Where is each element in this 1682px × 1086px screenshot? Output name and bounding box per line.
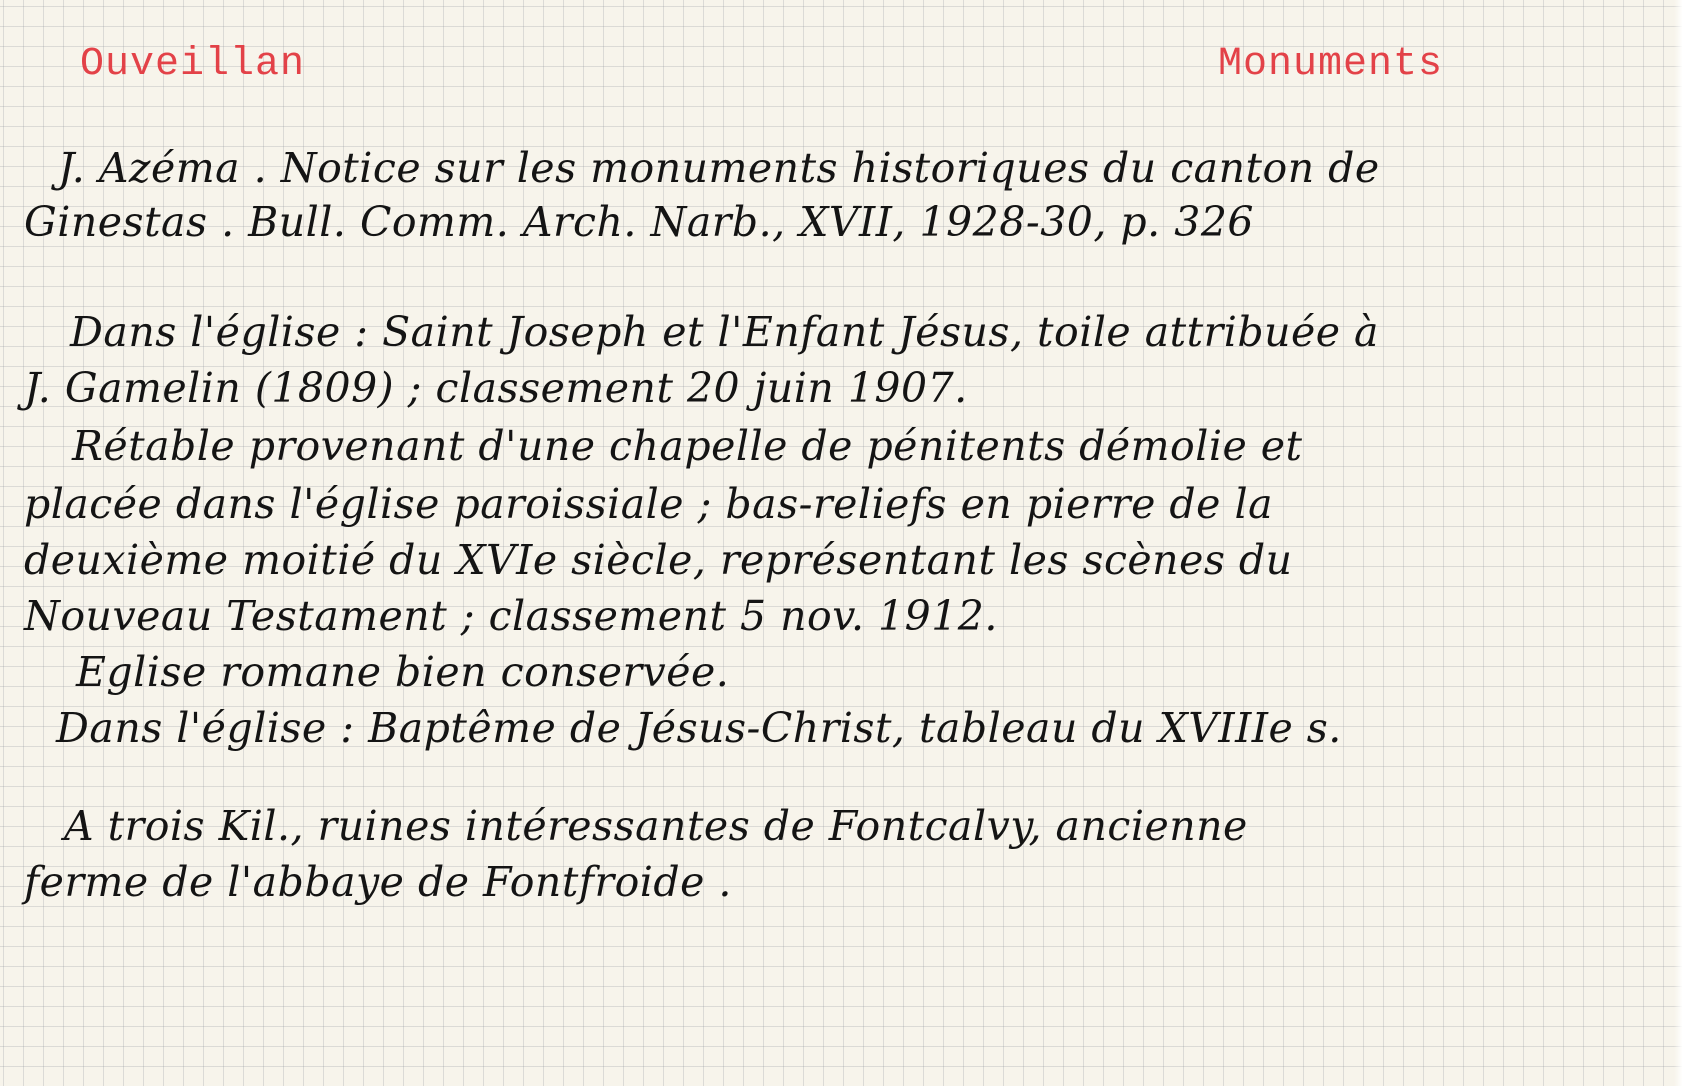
text-line: Rétable provenant d'une chapelle de pénitents démolie et — [72, 422, 1303, 470]
text-line: J. Azéma . Notice sur les monuments historiques du canton de — [58, 144, 1380, 192]
text-line: J. Gamelin (1809) ; classement 20 juin 1907. — [24, 364, 968, 412]
text-line: ferme de l'abbaye de Fontfroide . — [24, 858, 732, 906]
text-line: Ginestas . Bull. Comm. Arch. Narb., XVII, 1928-30, p. 326 — [24, 198, 1254, 246]
text-line: A trois Kil., ruines intéressantes de Fontcalvy, ancienne — [64, 802, 1248, 850]
text-line: Dans l'église : Saint Joseph et l'Enfant Jésus, toile attribuée à — [70, 308, 1379, 356]
text-line: Nouveau Testament ; classement 5 nov. 1912. — [24, 592, 998, 640]
text-line: Dans l'église : Baptême de Jésus-Christ, tableau du XVIIIe s. — [56, 704, 1342, 752]
commune-stamp: Ouveillan — [80, 42, 306, 87]
text-line: deuxième moitié du XVIe siècle, représentant les scènes du — [24, 536, 1293, 584]
text-line: Eglise romane bien conservée. — [76, 648, 730, 696]
text-line: placée dans l'église paroissiale ; bas-reliefs en pierre de la — [24, 480, 1274, 528]
category-stamp: Monuments — [1218, 42, 1444, 87]
card-edge — [1674, 0, 1682, 1086]
